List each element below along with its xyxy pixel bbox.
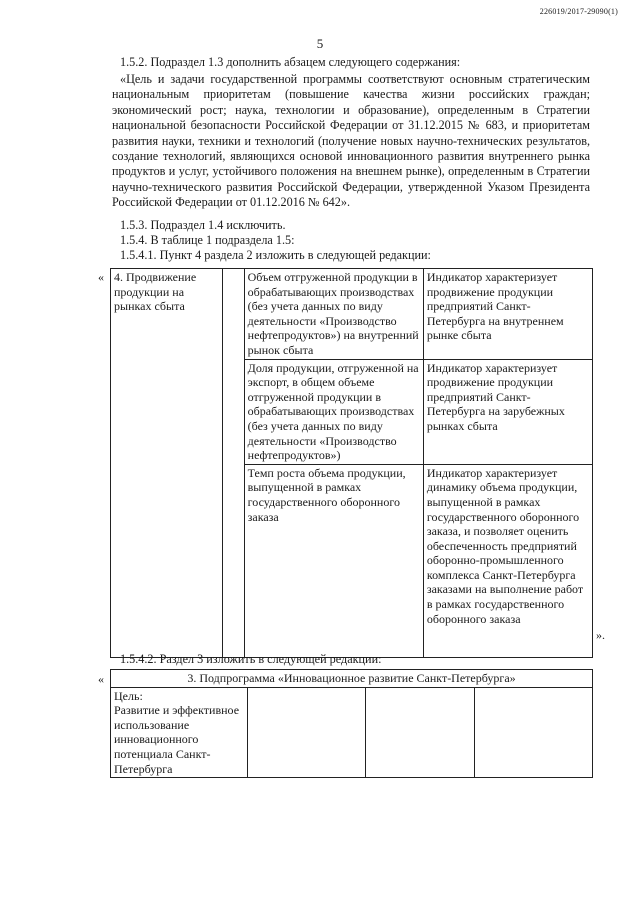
- paragraph-1-5-3: 1.5.3. Подраздел 1.4 исключить.: [120, 218, 286, 232]
- section-cell: 4. Продвижение продукции на рынках сбыта: [111, 269, 223, 658]
- description-cell: Индикатор характеризует продвижение продукции предприятий Санкт-Петербурга на внутреннем рынке сбыта: [423, 269, 592, 360]
- table-row: [111, 670, 593, 688]
- indicator-cell: Темп роста объема продукции, выпущенной в рамках государственного оборонного заказа: [244, 464, 423, 657]
- indicator-cell: Объем отгруженной продукции в обрабатывающих производствах (без учета данных по виду деятельности «Производство нефтепродуктов») на внутренний рынок сбыта: [244, 269, 423, 360]
- goal-cell: [111, 687, 248, 778]
- description-cell: Индикатор характеризует продвижение продукции предприятий Санкт-Петербурга на зарубежных рынках сбыта: [423, 359, 592, 464]
- paragraph-1-5-4-1: 1.5.4.1. Пункт 4 раздела 2 изложить в следующей редакции:: [120, 248, 431, 262]
- paragraph-1-5-4-2: 1.5.4.2. Раздел 3 изложить в следующей редакции:: [120, 652, 382, 666]
- page-number: 5: [316, 36, 324, 51]
- description-cell: Индикатор характеризует динамику объема продукции, выпущенной в рамках государственного оборонного заказа, и позволяет оценить обеспеченность предприятий оборонно-промышленного комплекса Санкт-Петербурга заказами на выполнение работ в рамках государственного оборонного заказа: [423, 464, 592, 657]
- empty-cell: [366, 687, 474, 778]
- empty-cell: [474, 687, 593, 778]
- table-row: [111, 687, 593, 778]
- subprogram-table: [110, 669, 593, 778]
- goal-label: Цель:: [114, 688, 143, 703]
- closing-quote: ».: [596, 628, 605, 642]
- indicator-cell: Доля продукции, отгруженной на экспорт, в общем объеме отгруженной продукции в обрабатывающих производствах (без учета данных по виду деятельности «Производство нефтепродуктов»): [244, 359, 423, 464]
- subprogram-header: 3. Подпрограмма «Инновационное развитие Санкт-Петербурга»: [111, 670, 593, 688]
- empty-cell: [247, 687, 365, 778]
- paragraph-1-5-2: 1.5.2. Подраздел 1.3 дополнить абзацем следующего содержания:: [120, 55, 461, 69]
- paragraph-goal-text: «Цель и задачи государственной программы соответствуют основным стратегическим национальным приоритетам (повышение качества жизни российских граждан; экономический рост; наука, технологии и образование), определенным в Стратегии национальной безопасности Российской Федерации от 31.12.2015 № 683, и приоритетам развития науки, техники и технологий (получение новых научно-технических результатов, создание технологий, являющихся основой инновационного развития внутреннего рынка продуктов и услуг, устойчивого положения на внешнем рынке), определенным в Стратегии научно-технического развития Российской Федерации, утвержденной Указом Президента Российской Федерации от 01.12.2016 № 642».: [112, 72, 590, 210]
- indicators-table: [110, 268, 593, 658]
- empty-cell: [223, 269, 244, 658]
- document-id: 226019/2017-29090(1): [539, 7, 618, 16]
- table-row: [111, 269, 593, 360]
- goal-text: Развитие и эффективное использование инновационного потенциала Санкт-Петербурга: [114, 703, 240, 776]
- paragraph-1-5-4: 1.5.4. В таблице 1 подраздела 1.5:: [120, 233, 295, 247]
- opening-quote: «: [98, 270, 104, 284]
- opening-quote-2: «: [98, 672, 104, 686]
